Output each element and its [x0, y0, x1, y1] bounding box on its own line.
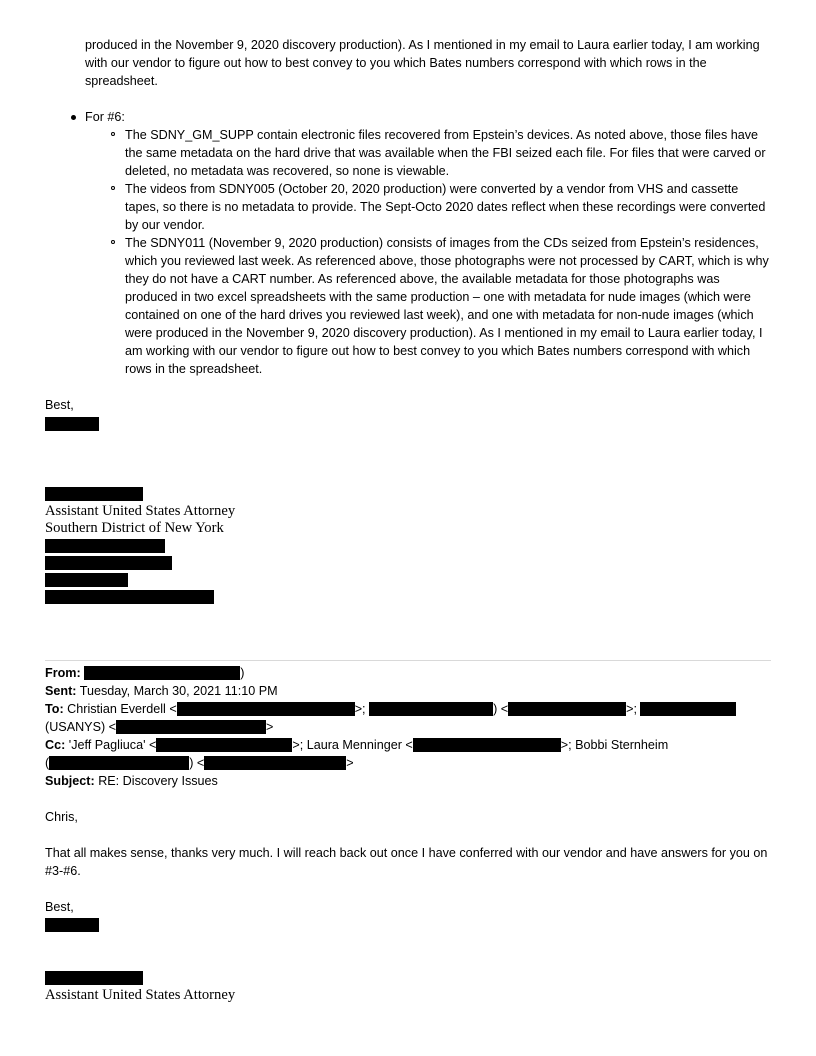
to-label: To: — [45, 702, 64, 716]
subject-value: RE: Discovery Issues — [98, 774, 218, 788]
intro-continuation: produced in the November 9, 2020 discovery production). As I mentioned in my email to Laura earlier today, I am working with our vendor to figure out how to best convey to you which Bates numbers correspond with which rows in the spreadsheet. — [85, 38, 760, 88]
redaction-block — [45, 573, 128, 587]
subbullet-circle — [111, 186, 115, 190]
email-separator — [45, 660, 771, 661]
redaction-block — [45, 918, 99, 932]
redaction-block — [45, 417, 99, 431]
closing-best: Best, — [45, 398, 74, 412]
redaction-block — [45, 590, 214, 604]
email-from-line — [45, 664, 244, 682]
to-recipient-1: Christian Everdell < — [67, 702, 177, 716]
from-label: From: — [45, 666, 81, 680]
email-body: That all makes sense, thanks very much. I will reach back out once I have conferred with our vendor and have answers for you on #3-#6. — [45, 846, 768, 878]
email-cc-line-2 — [45, 754, 354, 772]
redaction-inline — [177, 702, 355, 716]
redaction-inline — [204, 756, 346, 770]
to-separator: ) < — [493, 702, 509, 716]
cc-separator: ) < — [189, 756, 205, 770]
sent-value: Tuesday, March 30, 2021 11:10 PM — [79, 684, 278, 698]
cc-separator: > — [346, 756, 354, 770]
greeting: Chris, — [45, 810, 78, 824]
redaction-inline — [640, 702, 736, 716]
bullet-dot — [71, 115, 76, 120]
subbullet-circle — [111, 132, 115, 136]
redaction-inline — [49, 756, 189, 770]
redaction-inline — [508, 702, 626, 716]
email-subject-line — [45, 772, 218, 790]
cc-label: Cc: — [45, 738, 66, 752]
redaction-block — [45, 487, 143, 501]
subbullet-circle — [111, 240, 115, 244]
email-cc-line — [45, 736, 668, 754]
item6-subitem-1: The SDNY_GM_SUPP contain electronic files recovered from Epstein’s devices. As noted above, those files have the same metadata on the hard drive that was available when the FBI seized each file. For files that were carved or deleted, no metadata was recovered, so none is viewable. — [125, 128, 766, 178]
signature-title: Assistant United States Attorney — [45, 503, 236, 519]
redaction-inline — [156, 738, 292, 752]
closing-best-2: Best, — [45, 900, 74, 914]
redaction-inline — [413, 738, 561, 752]
redaction-block — [45, 556, 172, 570]
redaction-block — [45, 539, 165, 553]
cc-separator: ( — [45, 756, 50, 770]
redaction-inline — [369, 702, 493, 716]
to-separator: >; — [626, 702, 637, 716]
email-to-line-2 — [45, 718, 273, 736]
to-separator: > — [266, 720, 274, 734]
item6-subitem-2: The videos from SDNY005 (October 20, 2020 production) were converted by a vendor from VHS and cassette tapes, so there is no metadata to provide. The Sept-Octo 2020 dates reflect when these recordings were converted by our vendor. — [125, 182, 766, 232]
redaction-inline — [84, 666, 240, 680]
item6-label: For #6: — [85, 110, 125, 124]
to-separator: >; — [354, 702, 366, 716]
signature-title-2: Assistant United States Attorney — [45, 987, 236, 1003]
cc-recipient-1: 'Jeff Pagliuca' < — [68, 738, 157, 752]
item6-subitem-3: The SDNY011 (November 9, 2020 production) consists of images from the CDs seized from Epstein’s residences, which you reviewed last week. As referenced above, those photographs were not processed by CART, which is why they do not have a CART number. As referenced above, the available metadata for those photographs was produced in two excel spreadsheets with the same production – one with metadata for nude images (which were contained on one of the hard drives you reviewed last week), and one with metadata for non-nude images (which were produced in the November 9, 2020 discovery production). As I mentioned in my email to Laura earlier today, I am working with our vendor to figure out how to best convey to you which Bates numbers correspond with which rows in the spreadsheet. — [125, 236, 769, 376]
cc-recipient-3: >; Bobbi Sternheim — [560, 738, 669, 752]
sent-label: Sent: — [45, 684, 77, 698]
from-suffix: ) — [240, 666, 245, 680]
to-recipient-2: (USANYS) < — [45, 720, 117, 734]
redaction-block — [45, 971, 143, 985]
cc-recipient-2: >; Laura Menninger < — [292, 738, 413, 752]
subject-label: Subject: — [45, 774, 95, 788]
redaction-inline — [116, 720, 266, 734]
email-to-line — [45, 700, 736, 718]
email-sent-line — [45, 682, 278, 700]
signature-office: Southern District of New York — [45, 520, 224, 536]
